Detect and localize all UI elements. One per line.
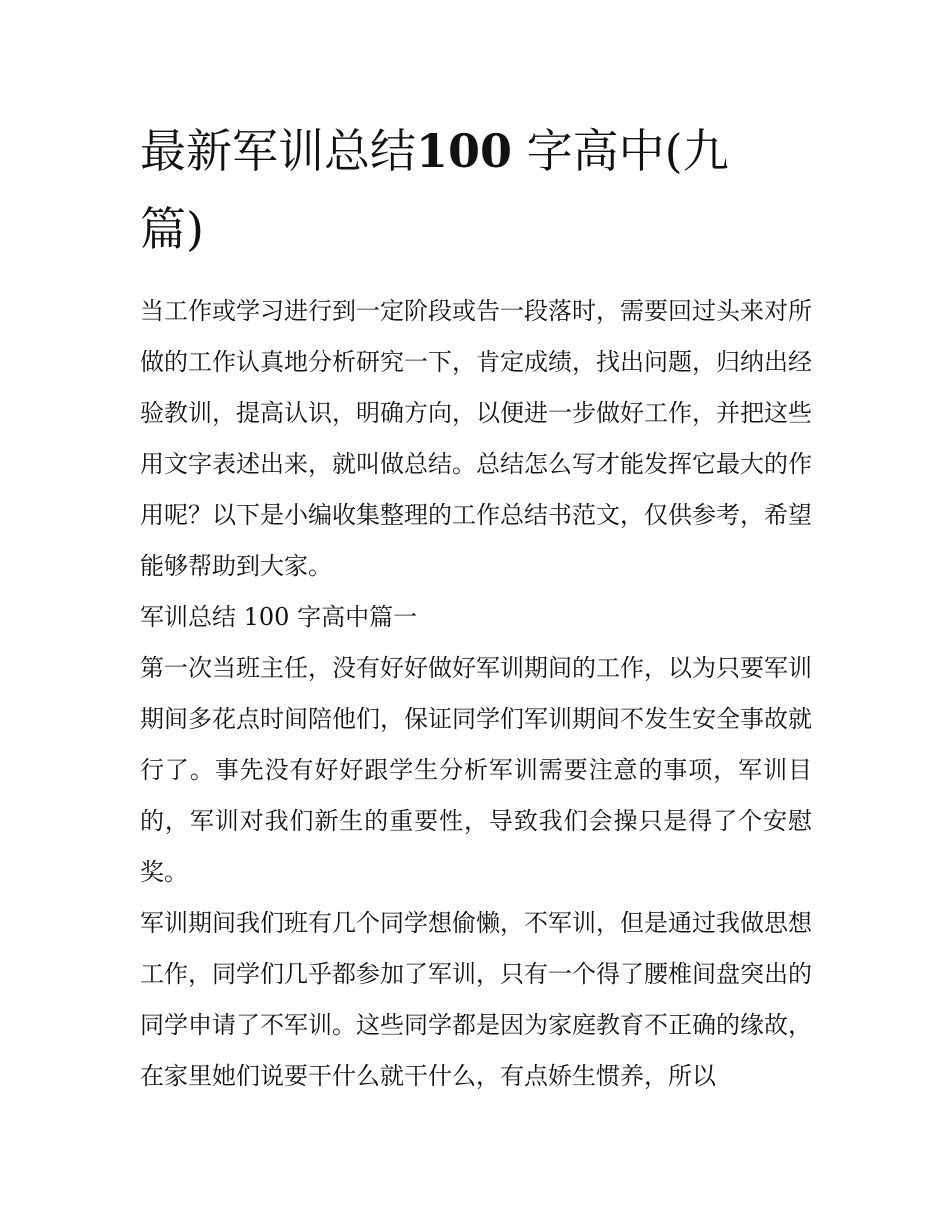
document-body xyxy=(140,286,812,1102)
document-title xyxy=(140,112,780,268)
intro-paragraph: 当工作或学习进行到一定阶段或告一段落时，需要回过头来对所做的工作认真地分析研究一下，肯定成绩，找出问题，归纳出经验教训，提高认识，明确方向，以便进一步做好工作，并把这些用文字表述出来，就叫做总结。总结怎么写才能发挥它最大的作用呢？以下是小编收集整理的工作总结书范文，仅供参考，希望能够帮助到大家。 xyxy=(140,297,812,580)
title-suffix: 字高中(九篇) xyxy=(140,124,729,256)
body-paragraph-2: 军训期间我们班有几个同学想偷懒，不军训，但是通过我做思想工作，同学们几乎都参加了军训，只有一个得了腰椎间盘突出的同学申请了不军训。这些同学都是因为家庭教育不正确的缘故，在家里她们说要干什么就干什么，有点娇生惯养，所以 xyxy=(140,909,812,1090)
section-heading: 军训总结 100 字高中篇一 xyxy=(140,603,418,631)
body-paragraph-1: 第一次当班主任，没有好好做好军训期间的工作，以为只要军训期间多花点时间陪他们，保证同学们军训期间不发生安全事故就行了。事先没有好好跟学生分析军训需要注意的事项，军训目的，军训对我们新生的重要性，导致我们会操只是得了个安慰奖。 xyxy=(140,654,812,886)
title-prefix: 最新军训总结 xyxy=(140,124,416,178)
title-number: 100 xyxy=(416,124,513,178)
